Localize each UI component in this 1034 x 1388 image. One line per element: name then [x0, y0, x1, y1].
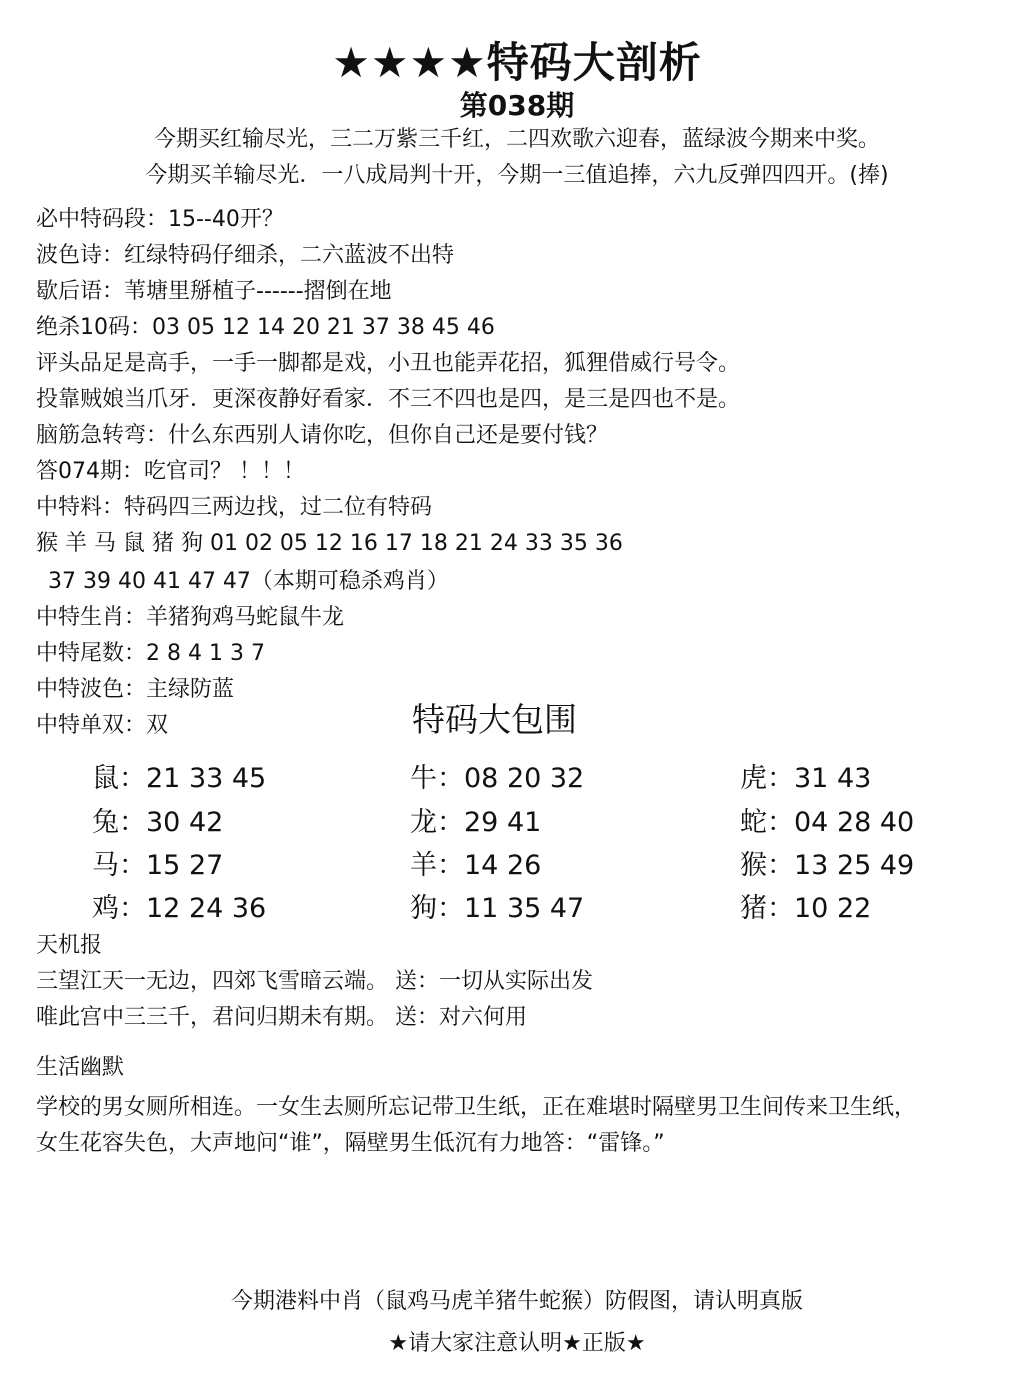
xiehouyu: 歇后语：苇塘里掰植子------摺倒在地 [36, 279, 392, 304]
answer-074: 答074期：吃官司？ ！！！ [36, 459, 305, 484]
surround-title: 特码大包围 [412, 700, 577, 739]
special-odd-even: 中特单双：双 [36, 713, 169, 738]
zodiac-dog: 狗：11 35 47 [410, 893, 585, 924]
zodiac-tiger: 虎：31 43 [740, 763, 872, 794]
zodiac-snake: 蛇：04 28 40 [740, 807, 915, 838]
humor-line-2: 女生花容失色，大声地问“谁”，隔壁男生低沉有力地答：“雷锋。” [36, 1131, 665, 1156]
footer-authentic: ★请大家注意认明★正版★ [388, 1331, 646, 1356]
zodiac-ox: 牛：08 20 32 [410, 763, 585, 794]
special-zodiacs: 中特生肖：羊猪狗鸡马蛇鼠牛龙 [36, 605, 345, 630]
wave-color-poem: 波色诗：红绿特码仔细杀，二六蓝波不出特 [36, 243, 455, 268]
special-code-range: 必中特码段：15--40开？ [36, 207, 284, 232]
page-title: ★★★★特码大剖析 [332, 38, 702, 87]
zodiac-numbers-line-2: 37 39 40 41 47 47（本期可稳杀鸡肖） [48, 569, 449, 594]
poem-line-2: 今期买羊输尽光．一八成局判十开，今期一三值追捧，六九反弹四四开。(捧) [145, 163, 889, 188]
verse-line-2: 投靠贼娘当爪牙．更深夜静好看家．不三不四也是四，是三是四也不是。 [36, 387, 741, 412]
poem-line-1: 今期买红输尽光，三二万紫三千红，二四欢歌六迎春，蓝绿波今期来中奖。 [153, 127, 880, 152]
zodiac-monkey: 猴：13 25 49 [740, 850, 915, 881]
humor-heading: 生活幽默 [36, 1055, 125, 1080]
verse-line-1: 评头品足是高手，一手一脚都是戏，小丑也能弄花招，狐狸借威行号令。 [36, 351, 741, 376]
special-tail-digits: 中特尾数：2 8 4 1 3 7 [36, 641, 265, 666]
zodiac-goat: 羊：14 26 [410, 850, 542, 881]
tianji-heading: 天机报 [36, 933, 103, 958]
zodiac-rabbit: 兔：30 42 [92, 807, 224, 838]
special-wave-color: 中特波色：主绿防蓝 [36, 677, 235, 702]
tianji-line-2: 唯此宫中三三千，君问归期未有期。 送：对六何用 [36, 1005, 527, 1030]
zodiac-rat: 鼠：21 33 45 [92, 763, 267, 794]
humor-line-1: 学校的男女厕所相连。一女生去厕所忘记带卫生纸，正在难堪时隔壁男卫生间传来卫生纸， [36, 1095, 917, 1120]
tianji-line-1: 三望江天一无边，四郊飞雪暗云端。 送：一切从实际出发 [36, 969, 593, 994]
special-material: 中特料：特码四三两边找，过二位有特码 [36, 495, 433, 520]
kill-ten-codes: 绝杀10码：03 05 12 14 20 21 37 38 45 46 [36, 315, 495, 340]
zodiac-pig: 猪：10 22 [740, 893, 872, 924]
brain-teaser: 脑筋急转弯：什么东西别人请你吃，但你自己还是要付钱？ [36, 423, 609, 448]
zodiac-rooster: 鸡：12 24 36 [92, 893, 267, 924]
zodiac-numbers-line-1: 猴 羊 马 鼠 猪 狗 01 02 05 12 16 17 18 21 24 33 35 36 [36, 531, 623, 556]
zodiac-horse: 马：15 27 [92, 850, 224, 881]
zodiac-dragon: 龙：29 41 [410, 807, 542, 838]
footer-notice: 今期港料中肖（鼠鸡马虎羊猪牛蛇猴）防假图，请认明真版 [230, 1289, 803, 1314]
issue-number: 第038期 [459, 89, 575, 122]
